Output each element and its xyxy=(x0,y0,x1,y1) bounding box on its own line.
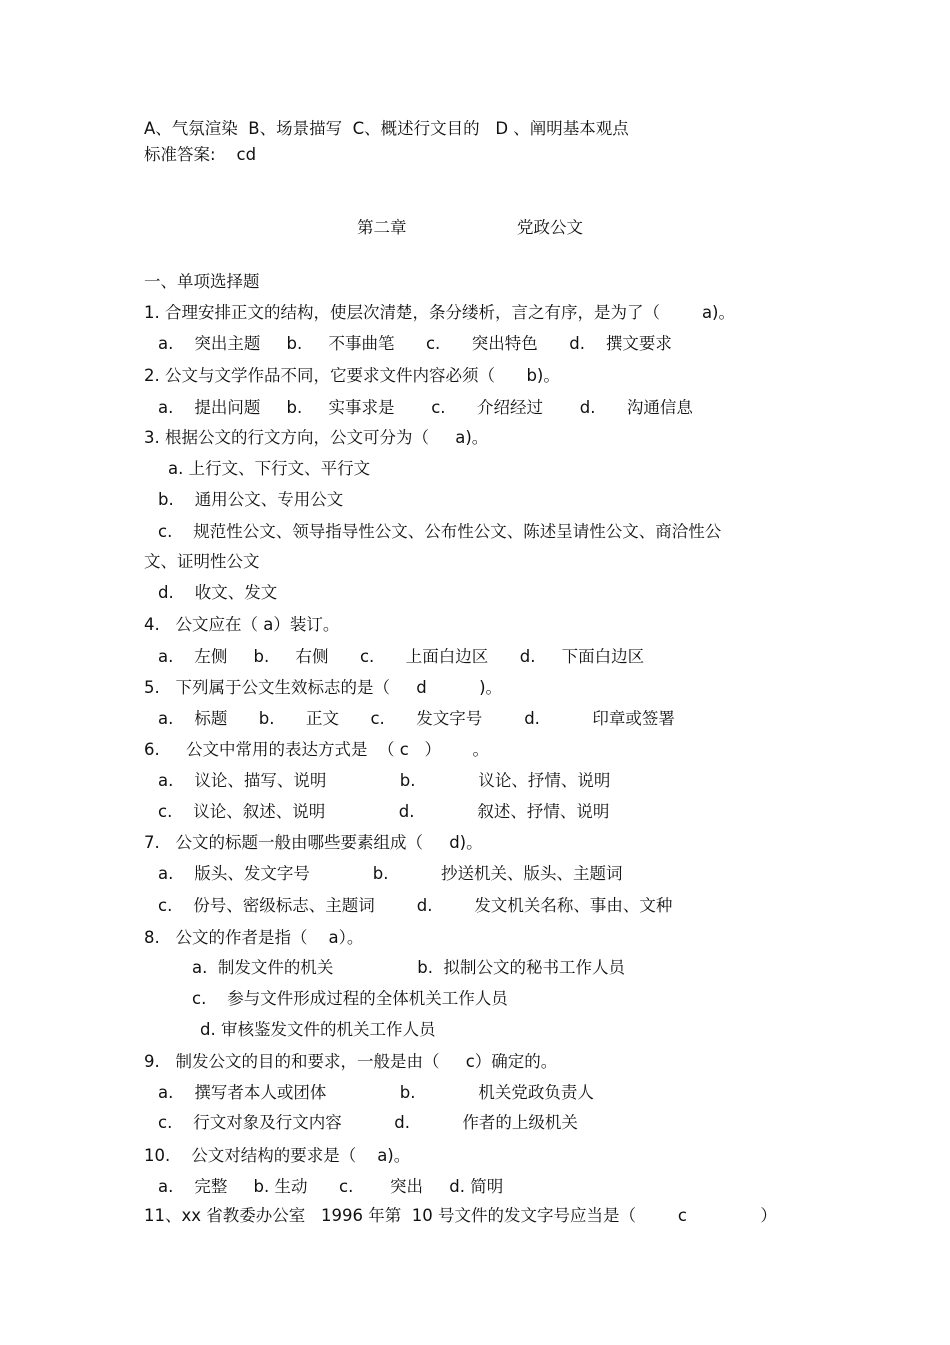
question-2-options: a. 提出问题 b. 实事求是 c. 介绍经过 d. 沟通信息 xyxy=(158,398,693,417)
question-3: 3. 根据公文的行文方向，公文可分为（ a)。 xyxy=(144,428,489,447)
question-9-options-cd: c. 行文对象及行文内容 d. 作者的上级机关 xyxy=(158,1113,578,1132)
question-5-options: a. 标题 b. 正文 c. 发文字号 d. 印章或签署 xyxy=(158,709,675,728)
question-10: 10. 公文对结构的要求是（ a)。 xyxy=(144,1146,411,1165)
question-3-option-c-continued: 文、证明性公文 xyxy=(144,552,260,571)
question-4-options: a. 左侧 b. 右侧 c. 上面白边区 d. 下面白边区 xyxy=(158,647,645,666)
question-6: 6. 公文中常用的表达方式是 （ c ） 。 xyxy=(144,740,489,759)
question-2: 2. 公文与文学作品不同，它要求文件内容必须（ b)。 xyxy=(144,366,560,385)
question-3-option-c: c. 规范性公文、领导指导性公文、公布性公文、陈述呈请性公文、商洽性公 xyxy=(158,522,722,541)
question-9-options-ab: a. 撰写者本人或团体 b. 机关党政负责人 xyxy=(158,1083,594,1102)
question-5: 5. 下列属于公文生效标志的是（ d )。 xyxy=(144,678,503,697)
question-7: 7. 公文的标题一般由哪些要素组成（ d)。 xyxy=(144,833,483,852)
previous-question-options: A、气氛渲染 B、场景描写 C、概述行文目的 D 、阐明基本观点 xyxy=(144,119,629,138)
question-9: 9. 制发公文的目的和要求，一般是由（ c）确定的。 xyxy=(144,1052,558,1071)
question-7-options-ab: a. 版头、发文字号 b. 抄送机关、版头、主题词 xyxy=(158,864,623,883)
question-4: 4. 公文应在（ a）装订。 xyxy=(144,615,340,634)
question-8-option-d: d. 审核鉴发文件的机关工作人员 xyxy=(200,1020,436,1039)
question-8-options-ab: a. 制发文件的机关 b. 拟制公文的秘书工作人员 xyxy=(192,958,625,977)
question-1-options: a. 突出主题 b. 不事曲笔 c. 突出特色 d. 撰文要求 xyxy=(158,334,672,353)
chapter-title: 党政公文 xyxy=(517,218,583,237)
previous-question-answer: 标准答案: cd xyxy=(144,145,257,164)
question-8: 8. 公文的作者是指（ a）。 xyxy=(144,928,364,947)
section-heading: 一、单项选择题 xyxy=(144,272,260,291)
question-3-option-d: d. 收文、发文 xyxy=(158,583,278,602)
question-3-option-a: a. 上行文、下行文、平行文 xyxy=(168,459,371,478)
question-10-options: a. 完整 b. 生动 c. 突出 d. 简明 xyxy=(158,1177,504,1196)
question-6-options-cd: c. 议论、叙述、说明 d. 叙述、抒情、说明 xyxy=(158,802,610,821)
question-3-option-b: b. 通用公文、专用公文 xyxy=(158,490,344,509)
question-8-option-c: c. 参与文件形成过程的全体机关工作人员 xyxy=(192,989,508,1008)
question-11: 11、xx 省教委办公室 1996 年第 10 号文件的发文字号应当是（ c ） xyxy=(144,1206,777,1225)
chapter-number: 第二章 xyxy=(357,218,407,237)
question-6-options-ab: a. 议论、描写、说明 b. 议论、抒情、说明 xyxy=(158,771,611,790)
question-1: 1. 合理安排正文的结构，使层次清楚，条分缕析，言之有序，是为了（ a)。 xyxy=(144,303,735,322)
question-7-options-cd: c. 份号、密级标志、主题词 d. 发文机关名称、事由、文种 xyxy=(158,896,673,915)
